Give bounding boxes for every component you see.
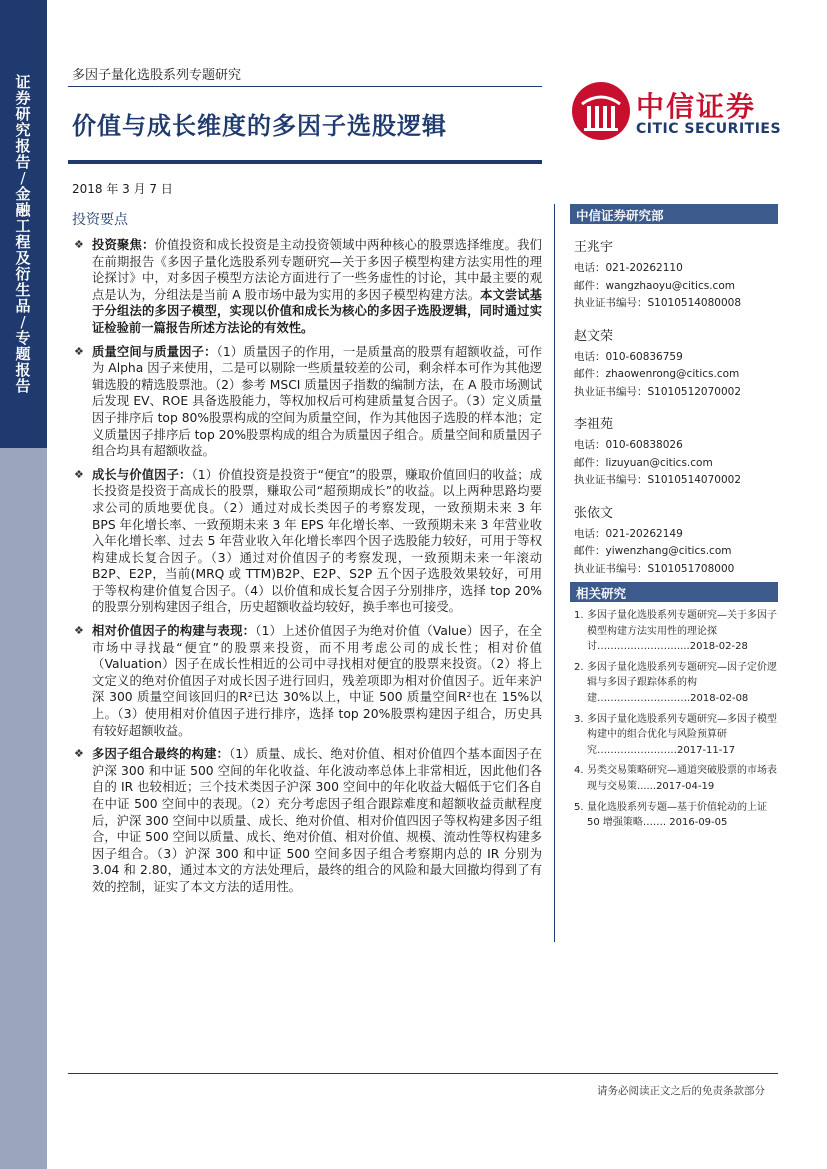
key-point [72, 237, 542, 337]
analyst-cert: 执业证书编号：S1010514070002 [574, 474, 742, 486]
analyst-email[interactable]: 邮件：yiwenzhang@citics.com [574, 545, 732, 557]
analyst-name: 张依文 [574, 505, 614, 521]
related-research-item[interactable] [574, 660, 778, 707]
related-research-item[interactable] [574, 608, 778, 655]
analyst-cert: 执业证书编号：S1010514080008 [574, 297, 742, 309]
related-research-panel [570, 582, 778, 836]
analyst-name: 赵文荣 [574, 328, 614, 344]
analyst-email[interactable]: 邮件：wangzhaoyu@citics.com [574, 279, 735, 292]
header-divider [68, 86, 542, 87]
sidebar-label [9, 74, 37, 394]
section-heading: 投资要点 [72, 212, 128, 228]
related-item-number: 2. [574, 661, 584, 673]
analyst-card [570, 413, 778, 490]
sidebar-lower-band [0, 448, 47, 1169]
key-point-lead: 多因子组合最终的构建： [92, 747, 229, 762]
analyst-phone: 电话：010-60836759 [574, 350, 683, 363]
key-point-text: （1）价值投资是投资于“便宜”的股票，赚取价值回归的收益；成长投资是投资于高成长的股票，赚取公司“超预期成长”的收益。以上两种思路均要求公司的质地要优良。（2）通过对成长类因子的考察发现，一致预期未来 3 年 BPS 年化增长率、一致预期未来 3 年 EPS 年化增长率、一致预期未来 3 年营业收入年化增长率、过去 5 年营业收入年化增长率四个因子选股能力较好，可用于等权构建成长复合因子。（3）通过对价值因子的考察发现，一致预期未来一年滚动 B2P、E2P，当前(MRQ 或 TTM)B2P、E2P、S2P 五个因子选股效果较好，可用于等权构建价值复合因子。（4）以价值和成长复合因子分别排序，选择 top 20%的股票分别构建因子组合，历史超额收益均较好，换手率也可接受。 [92, 467, 542, 615]
footer-disclaimer: 请务必阅读正文之后的免责条款部分 [597, 1085, 765, 1097]
sidebar-segment: 专题报告 [15, 329, 31, 395]
bullet-diamond-icon: ❖ [74, 747, 84, 761]
related-research-item[interactable] [574, 800, 778, 831]
page-title: 价值与成长维度的多因子选股逻辑 [72, 112, 447, 140]
analyst-cert: 执业证书编号：S1010512070002 [574, 385, 742, 398]
related-item-number: 3. [574, 713, 584, 725]
related-item-text: 多因子量化选股系列专题研究—因子定价逻辑与多因子跟踪体系的构建……………………….2018-02-08 [587, 661, 777, 704]
analyst-phone: 电话：010-60838026 [574, 439, 683, 451]
research-dept-panel [570, 204, 778, 578]
key-point-text: （1）质量因子的作用，一是质量高的股票有超额收益，可作为 Alpha 因子来使用，二是可以剔除一些质量较差的公司，剩余样本可作为其他逻辑选股的精选股票池。（2）参考 MSCI 质量因子指数的编制方法，在 A 股市场测试后发现 EV、ROE 具备选股能力，等权加权后可构建质量复合因子。（3）定义质量因子排序后 top 80%股票构成的空间为质量空间，作为其他因子选股的样本池；定义质量因子排序后 top 20%股票构成的组合为质量因子组合。质量空间和质量因子组合均具有超额收益。 [92, 344, 542, 459]
key-point-lead: 相对价值因子的构建与表现： [92, 624, 256, 639]
analyst-phone: 电话：021-20262110 [574, 262, 683, 274]
bullet-diamond-icon: ❖ [74, 624, 84, 638]
key-point-text: （1）质量、成长、绝对价值、相对价值四个基本面因子在沪深 300 和中证 500 空间的年化收益、年化波动率总体上非常相近，因此他们各自的 IR 也较相近；三个技术类因子沪深 300 空间中的年化收益大幅低于它们各自在中证 500 空间中的表现。（2）充分考虑因子组合跟踪难度和超额收益贡献程度后，沪深 300 空间中以质量、成长、绝对价值、相对价值四因子等权构建多因子组合，中证 500 空间以质量、成长、绝对价值、相对价值、规模、流动性等权构建多因子组合。（3）沪深 300 和中证 500 空间多因子组合考察期内总的 IR 分别为 3.04 和 2.80，通过本文的方法处理后，最终的组合的风险和最大回撤均得到了有效的控制，证实了本文方法的适用性。 [92, 747, 542, 894]
analyst-email[interactable]: 邮件：lizuyuan@citics.com [574, 456, 713, 469]
key-point-lead: 质量空间与质量因子： [92, 344, 217, 359]
related-item-number: 4. [574, 765, 584, 777]
analyst-card [570, 325, 778, 402]
footer-divider [68, 1073, 778, 1074]
related-item-text: 多因子量化选股系列专题研究—多因子模型构建中的组合优化与风险预算研究……………………2017-11-17 [587, 713, 777, 756]
sidebar-separator: / [20, 169, 26, 187]
key-point-lead: 成长与价值因子： [92, 467, 192, 482]
analyst-name: 王兆宇 [574, 240, 614, 255]
analyst-card [570, 236, 778, 313]
title-underline [68, 160, 542, 164]
key-point [72, 746, 542, 895]
series-title: 多因子量化选股系列专题研究 [72, 68, 242, 83]
bullet-diamond-icon: ❖ [74, 238, 84, 251]
related-item-text: 多因子量化选股系列专题研究—关于多因子模型构建方法实用性的理论探讨……………………....2018-02-28 [587, 610, 777, 653]
key-point-emphasis: 本文尝试基于分组法的多因子模型，实现以价值和成长为核心的多因子选股逻辑，同时通过实证检验前一篇报告所述方法论的有效性。 [92, 287, 542, 335]
sidebar-separator: / [20, 313, 26, 331]
sidebar-segment: 证券研究报告 [15, 73, 31, 171]
related-research-list [570, 608, 778, 831]
analyst-name: 李祖苑 [574, 417, 614, 432]
analyst-card [570, 502, 778, 579]
brand-name-chinese: 中信证券 [636, 90, 757, 123]
bullet-diamond-icon: ❖ [74, 467, 84, 481]
key-point-text: （1）上述价值因子为绝对价值（Value）因子，在全市场中寻找最“便宜”的股票来投资，而不用考虑公司的成长性；相对价值（Valuation）因子在成长性相近的公司中寻找相对便宜的股票来投资。（2）将上文定义的绝对价值因子对成长因子进行回归，残差项即为相对价值因子。近年来沪深 300 质量空间该回归的R²已达 30%以上，中证 500 质量空间R²也在 15%以上。（3）使用相对价值因子进行排序，选择 top 20%股票构建因子组合，历史具有较好超额收益。 [92, 624, 542, 738]
related-item-text: 量化选股系列专题—基于价值轮动的上证 50 增强策略……. 2016-09-05 [587, 801, 767, 829]
report-date: 2018 年 3 月 7 日 [72, 182, 173, 196]
related-research-header: 相关研究 [570, 582, 778, 602]
related-item-text: 另类交易策略研究—通道突破股票的市场表现与交易策......2017-04-19 [587, 765, 777, 792]
citic-emblem-icon [572, 82, 630, 140]
analyst-cert: 执业证书编号：S101051708000 [574, 562, 735, 575]
related-research-item[interactable] [574, 763, 778, 794]
sidebar [0, 0, 47, 1169]
related-item-number: 5. [574, 801, 584, 813]
research-dept-header: 中信证券研究部 [570, 204, 778, 224]
analyst-email[interactable]: 邮件：zhaowenrong@citics.com [574, 368, 740, 380]
analyst-phone: 电话：021-20262149 [574, 527, 683, 540]
key-point-lead: 投资聚焦： [92, 238, 155, 252]
citic-logo [572, 82, 782, 142]
bullet-diamond-icon: ❖ [74, 344, 84, 358]
key-point [72, 467, 542, 616]
key-points [72, 237, 542, 903]
related-item-number: 1. [574, 610, 584, 621]
sidebar-segment: 金融工程及衍生品 [15, 185, 31, 315]
related-research-item[interactable] [574, 712, 778, 759]
key-point-text: 价值投资和成长投资是主动投资领域中两种核心的股票选择维度。我们在前期报告《多因子量化选股系列专题研究—关于多因子模型构建方法实用性的理论探讨》中，对多因子模型方法论方面进行了一些务虚性的讨论，其中最主要的观点是认为，分组法是当前 A 股市场中最为实用的多因子模型构建方法。 [92, 238, 542, 302]
key-point [72, 344, 542, 460]
key-point [72, 623, 542, 739]
column-divider [554, 204, 555, 942]
brand-name-english: CITIC SECURITIES [636, 121, 782, 137]
